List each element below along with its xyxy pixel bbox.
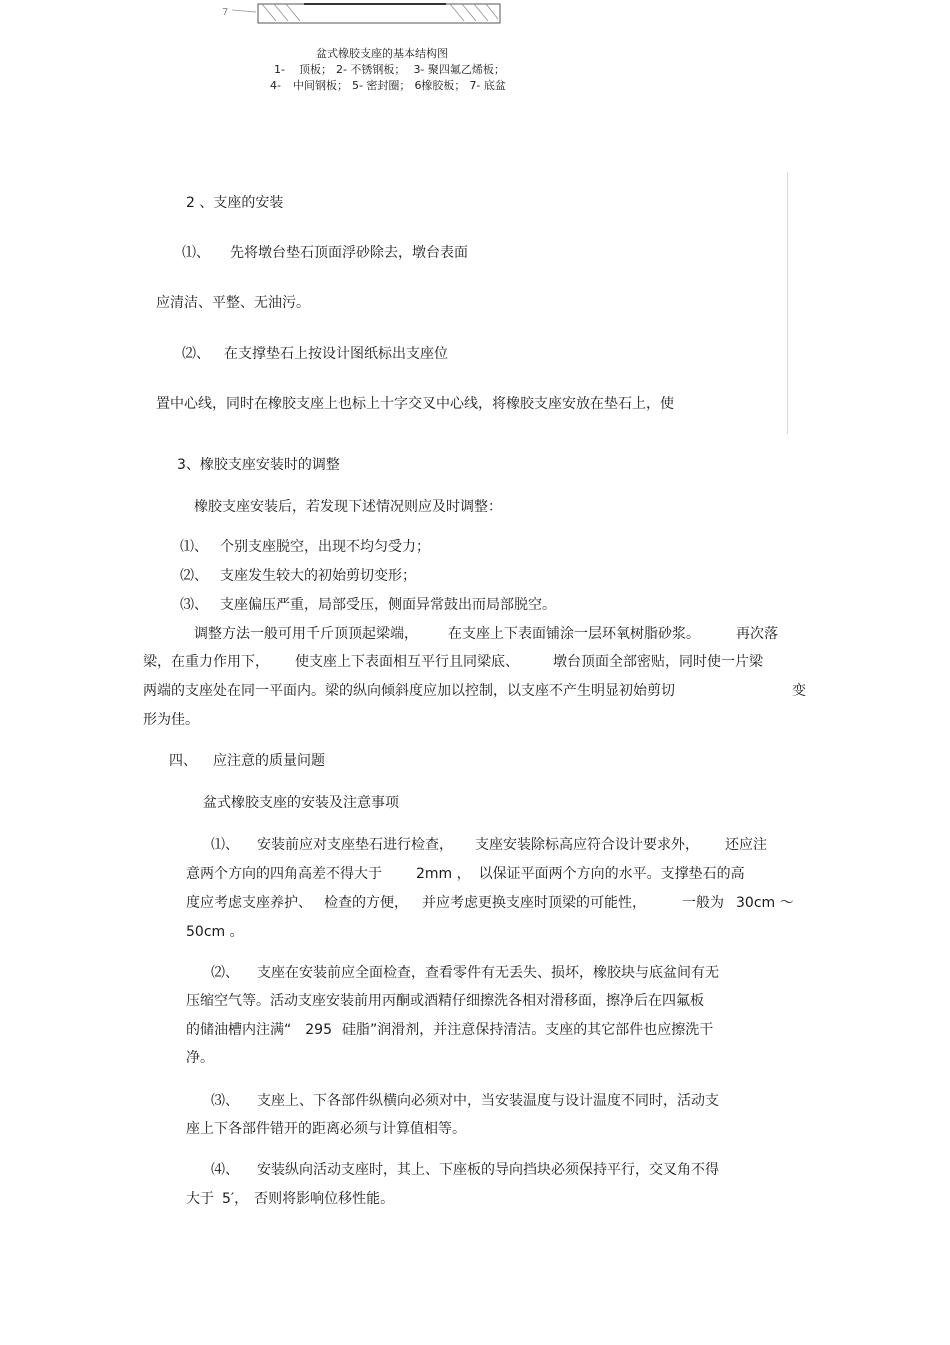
sec2-item-2 (182, 344, 448, 364)
sec4-subheading: 盆式橡胶支座的安装及注意事项 (203, 795, 399, 811)
section-3-heading: 3、橡胶支座安装时的调整 (177, 457, 340, 473)
legend-item: 中间钢板； (292, 79, 348, 92)
sec4-item-2-line2: 压缩空气等。活动支座安装前用丙酮或酒精仔细擦洗各相对滑移面，擦净后在四氟板 (186, 993, 704, 1009)
sec3-adjust-line3-tail: 变 (792, 683, 806, 699)
figure-legend-line1 (274, 61, 505, 77)
sec3-intro: 橡胶支座安装后，若发现下述情况则应及时调整： (194, 499, 502, 515)
text-run: 并应考虑更换支座时顶梁的可能性， (422, 895, 646, 911)
legend-item: 顶板； (298, 63, 332, 76)
text-run: 安装纵向活动支座时，其上、下座板的导向挡块必须保持平行，交叉角不得 (257, 1162, 719, 1178)
item-number: ⑵、 (182, 346, 210, 362)
legend-item: 5- 密封圈； (351, 79, 411, 92)
bearing-structure-figure (220, 0, 520, 30)
sec4-item-2-line4: 净。 (186, 1050, 214, 1066)
text-run: 一般为 (682, 895, 724, 911)
legend-item: 3- 聚四氟乙烯板； (413, 63, 505, 76)
item-text: 先将墩台垫石顶面浮砂除去，墩台表面 (230, 245, 468, 261)
text-run: 调整方法一般可用千斤顶顶起梁端， (194, 626, 418, 642)
item-number: ⑵、 (211, 965, 239, 981)
text-run: 硅脂”润滑剂，并注意保持清洁。支座的其它部件也应擦洗干 (342, 1022, 714, 1038)
sec4-item-3-line1 (211, 1091, 719, 1111)
sec3-adjust-line4: 形为佳。 (143, 712, 199, 728)
sec3-adjust-line1 (194, 624, 778, 644)
legend-item: 7- 底盆 (469, 79, 506, 92)
text-run: 墩台顶面全部密贴，同时使一片梁 (553, 654, 763, 670)
section-4-heading (169, 751, 325, 771)
sec4-item-1-line2 (186, 864, 745, 884)
text-run: 大于 (186, 1191, 214, 1207)
section-title: 应注意的质量问题 (213, 753, 325, 769)
item-text: 个别支座脱空，出现不均匀受力； (220, 539, 430, 555)
item-text: 支座偏压严重，局部受压，侧面异常鼓出而局部脱空。 (220, 597, 556, 613)
text-run: 还应注 (725, 837, 767, 853)
text-run: 两端的支座处在同一平面内。梁的纵向倾斜度应加以控制，以支座不产生明显初始剪切 (143, 683, 675, 699)
text-run: 5′， (222, 1191, 249, 1207)
text-run: 2mm ， (416, 866, 471, 882)
text-run: 在支座上下表面铺涂一层环氧树脂砂浆。 (448, 626, 700, 642)
item-number: ⑴、 (182, 245, 210, 261)
section-number: 四、 (169, 753, 197, 769)
figure-legend-line2 (270, 77, 506, 93)
text-run: 安装前应对支座垫石进行检查， (257, 837, 453, 853)
sec3-adjust-line3 (143, 681, 675, 701)
text-run: 使支座上下表面相互平行且同梁底、 (295, 654, 519, 670)
item-text: 支座发生较大的初始剪切变形； (220, 568, 416, 584)
text-run: 支座在安装前应全面检查，查看零件有无丢失、损坏，橡胶块与底盆间有无 (257, 965, 719, 981)
item-number: ⑶、 (211, 1093, 239, 1109)
section-2-heading: 2 、支座的安装 (186, 195, 284, 211)
sec4-item-1-line1 (211, 835, 767, 855)
sec3-adjust-line2 (143, 652, 763, 672)
text-run: 再次落 (736, 626, 778, 642)
item-number: ⑵、 (180, 568, 208, 584)
sec3-item-3 (180, 595, 556, 615)
item-number: ⑴、 (211, 837, 239, 853)
sec4-item-3-line2: 座上下各部件错开的距离必须与计算值相等。 (186, 1121, 466, 1137)
text-run: 意两个方向的四角高差不得大于 (186, 866, 382, 882)
hatch-pattern (262, 4, 498, 21)
text-run: 否则将影响位移性能。 (254, 1191, 395, 1207)
legend-item: 2- 不锈钢板； (335, 63, 406, 76)
sec4-item-1-line3 (186, 893, 794, 913)
sec4-item-4-line2 (186, 1189, 394, 1209)
sec4-item-2-line3 (186, 1020, 713, 1040)
sec3-item-2 (180, 566, 416, 586)
item-number: ⑴、 (180, 539, 208, 555)
item-text: 在支撑垫石上按设计图纸标出支座位 (224, 346, 448, 362)
item-number: ⑷、 (211, 1162, 239, 1178)
text-run: 以保证平面两个方向的水平。支撑垫石的高 (478, 866, 745, 882)
text-run: 支座上、下各部件纵横向必须对中，当安装温度与设计温度不同时，活动支 (257, 1093, 719, 1109)
sec2-item-1 (182, 243, 468, 263)
leader-line (232, 10, 256, 12)
figure-mark-label: 7 (222, 7, 229, 18)
text-run: 30cm ～ (736, 895, 794, 911)
text-run: 295 (305, 1022, 332, 1038)
legend-item: 4- (270, 79, 281, 92)
text-run: 度应考虑支座养护、 (186, 895, 312, 911)
legend-item: 6橡胶板； (414, 79, 466, 92)
sec2-item-2-cont: 置中心线，同时在橡胶支座上也标上十字交叉中心线，将橡胶支座安放在垫石上，使 (156, 396, 674, 412)
figure-caption-title: 盆式橡胶支座的基本结构图 (316, 47, 448, 60)
text-run: 梁，在重力作用下， (143, 654, 269, 670)
item-number: ⑶、 (180, 597, 208, 613)
text-run: 支座安装除标高应符合设计要求外， (475, 837, 699, 853)
text-run: 检查的方便， (324, 895, 408, 911)
sec2-item-1-cont: 应清洁、平整、无油污。 (156, 295, 310, 311)
text-run: 的储油槽内注满“ (186, 1022, 292, 1038)
legend-item: 1- (274, 63, 285, 76)
sec4-item-4-line1 (211, 1160, 719, 1180)
sec4-item-2-line1 (211, 963, 719, 983)
sec3-item-1 (180, 537, 430, 557)
sec4-item-1-line4: 50cm 。 (186, 924, 244, 940)
margin-rule (787, 172, 788, 434)
